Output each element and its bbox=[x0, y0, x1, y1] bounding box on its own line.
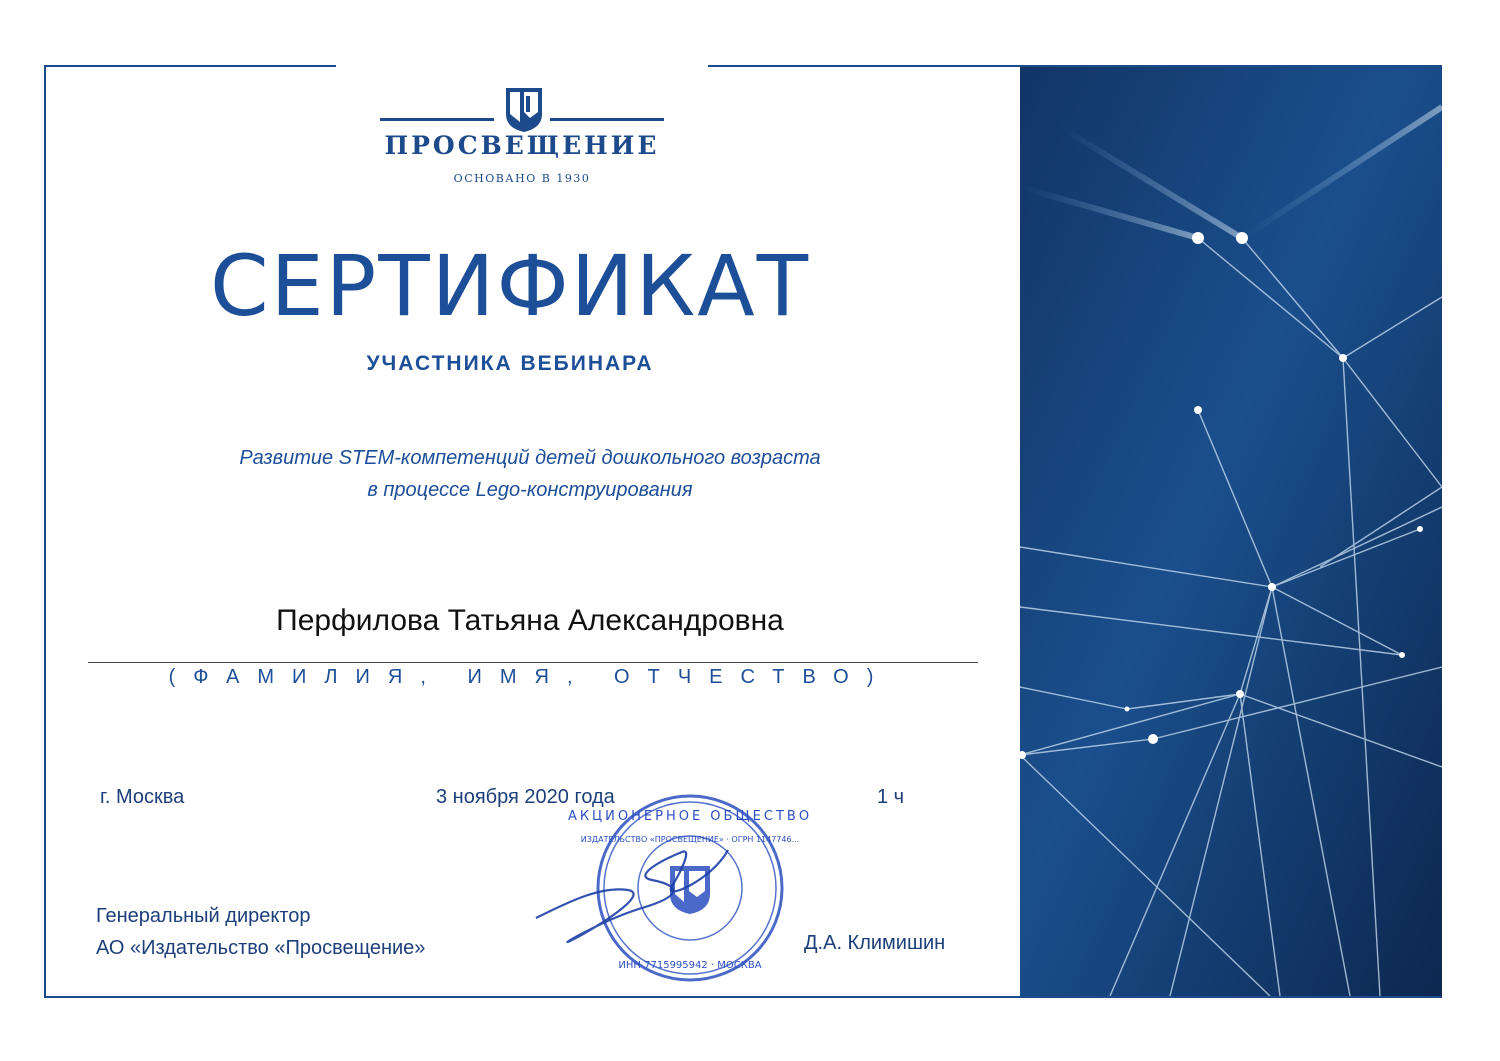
duration: 1 ч bbox=[877, 786, 905, 808]
publisher-logo bbox=[336, 76, 708, 196]
publisher-emblem-icon bbox=[504, 82, 544, 134]
logo-rule-left bbox=[380, 118, 494, 121]
signatory-name: Д.А. Климишин bbox=[804, 932, 946, 954]
signatory-block bbox=[96, 900, 425, 964]
network-graphic bbox=[1020, 67, 1442, 996]
course-title bbox=[150, 442, 910, 506]
stamp-bottom-text: ИНН 7715995942 · МОСКВА bbox=[618, 960, 762, 971]
signatory-organization: АО «Издательство «Просвещение» bbox=[96, 937, 426, 959]
official-stamp bbox=[532, 790, 812, 990]
name-caption: (ФАМИЛИЯ, ИМЯ, ОТЧЕСТВО) bbox=[168, 666, 892, 688]
signatory-position: Генеральный директор bbox=[96, 905, 311, 927]
certificate-title: СЕРТИФИКАТ bbox=[209, 237, 811, 335]
stamp-inner-text: ИЗДАТЕЛЬСТВО «ПРОСВЕЩЕНИЕ» · ОГРН 1147746... bbox=[580, 835, 800, 844]
decorative-network-panel bbox=[1020, 67, 1442, 996]
stamp-ring-text: АКЦИОНЕРНОЕ ОБЩЕСТВО bbox=[567, 809, 812, 824]
frame-gap bbox=[336, 58, 708, 74]
issue-date: 3 ноября 2020 года bbox=[436, 786, 615, 808]
recipient-name: Перфилова Татьяна Александровна bbox=[276, 604, 784, 637]
logo-rule-right bbox=[550, 118, 664, 121]
course-title-line-2: в процессе Lego-конструирования bbox=[367, 479, 693, 501]
name-underline bbox=[88, 662, 978, 663]
city: г. Москва bbox=[100, 786, 185, 808]
publisher-name: ПРОСВЕЩЕНИЕ bbox=[384, 131, 660, 160]
publisher-founded: ОСНОВАНО В 1930 bbox=[453, 172, 591, 185]
certificate-subtitle: УЧАСТНИКА ВЕБИНАРА bbox=[366, 352, 654, 375]
course-title-line-1: Развитие STEM-компетенций детей дошкольного возраста bbox=[239, 447, 821, 469]
